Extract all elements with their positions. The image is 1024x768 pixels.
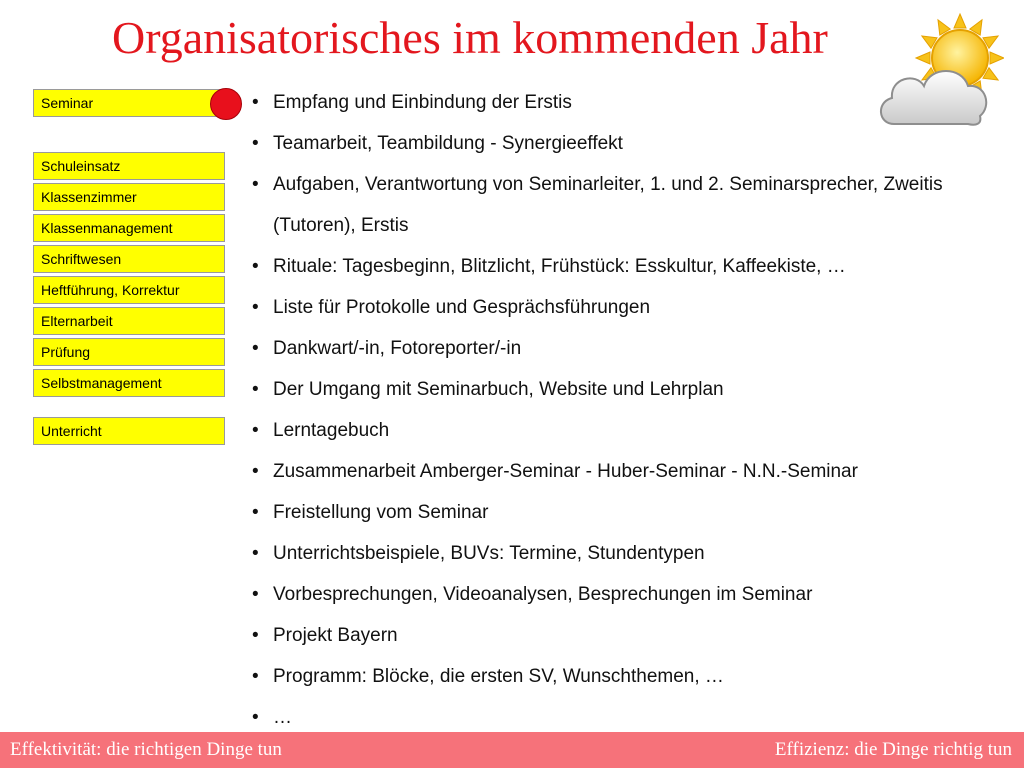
nav-item-schriftwesen[interactable]: Schriftwesen (33, 245, 225, 273)
footer-left-text: Effektivität: die richtigen Dinge tun (10, 739, 282, 760)
list-item: • Vorbesprechungen, Videoanalysen, Besprechungen im Seminar (252, 574, 973, 615)
list-item: • Liste für Protokolle und Gesprächsführungen (252, 287, 973, 328)
list-item: • Empfang und Einbindung der Erstis (252, 82, 973, 123)
nav-item-elternarbeit[interactable]: Elternarbeit (33, 307, 225, 335)
list-item: • Freistellung vom Seminar (252, 492, 973, 533)
nav-item-schuleinsatz[interactable]: Schuleinsatz (33, 152, 225, 180)
nav-item-unterricht[interactable]: Unterricht (33, 417, 225, 445)
list-item: • Zusammenarbeit Amberger-Seminar - Huber-Seminar - N.N.-Seminar (252, 451, 973, 492)
footer-bar (0, 732, 1024, 768)
nav-item-heftfuehrung[interactable]: Heftführung, Korrektur (33, 276, 225, 304)
list-item: • Rituale: Tagesbeginn, Blitzlicht, Frühstück: Esskultur, Kaffeekiste, … (252, 246, 973, 287)
footer-right-text: Effizienz: die Dinge richtig tun (774, 739, 1012, 760)
list-item: • … (252, 697, 973, 738)
bullet-list (252, 82, 973, 738)
list-item: • Programm: Blöcke, die ersten SV, Wunschthemen, … (252, 656, 973, 697)
nav-item-seminar[interactable]: Seminar (33, 89, 225, 117)
nav-item-selbstmanagement[interactable]: Selbstmanagement (33, 369, 225, 397)
nav-item-klassenzimmer[interactable]: Klassenzimmer (33, 183, 225, 211)
red-dot-marker (210, 88, 242, 120)
list-item: • Der Umgang mit Seminarbuch, Website und Lehrplan (252, 369, 973, 410)
nav-item-pruefung[interactable]: Prüfung (33, 338, 225, 366)
slide-title: Organisatorisches im kommenden Jahr (112, 12, 828, 63)
list-item: • Unterrichtsbeispiele, BUVs: Termine, Stundentypen (252, 533, 973, 574)
list-item: • Lerntagebuch (252, 410, 973, 451)
nav-item-klassenmanagement[interactable]: Klassenmanagement (33, 214, 225, 242)
list-item: • Teamarbeit, Teambildung - Synergieeffekt (252, 123, 973, 164)
list-item: • Aufgaben, Verantwortung von Seminarleiter, 1. und 2. Seminarsprecher, Zweitis (Tutoren), Erstis (252, 164, 973, 246)
list-item: • Projekt Bayern (252, 615, 973, 656)
list-item: • Dankwart/-in, Fotoreporter/-in (252, 328, 973, 369)
